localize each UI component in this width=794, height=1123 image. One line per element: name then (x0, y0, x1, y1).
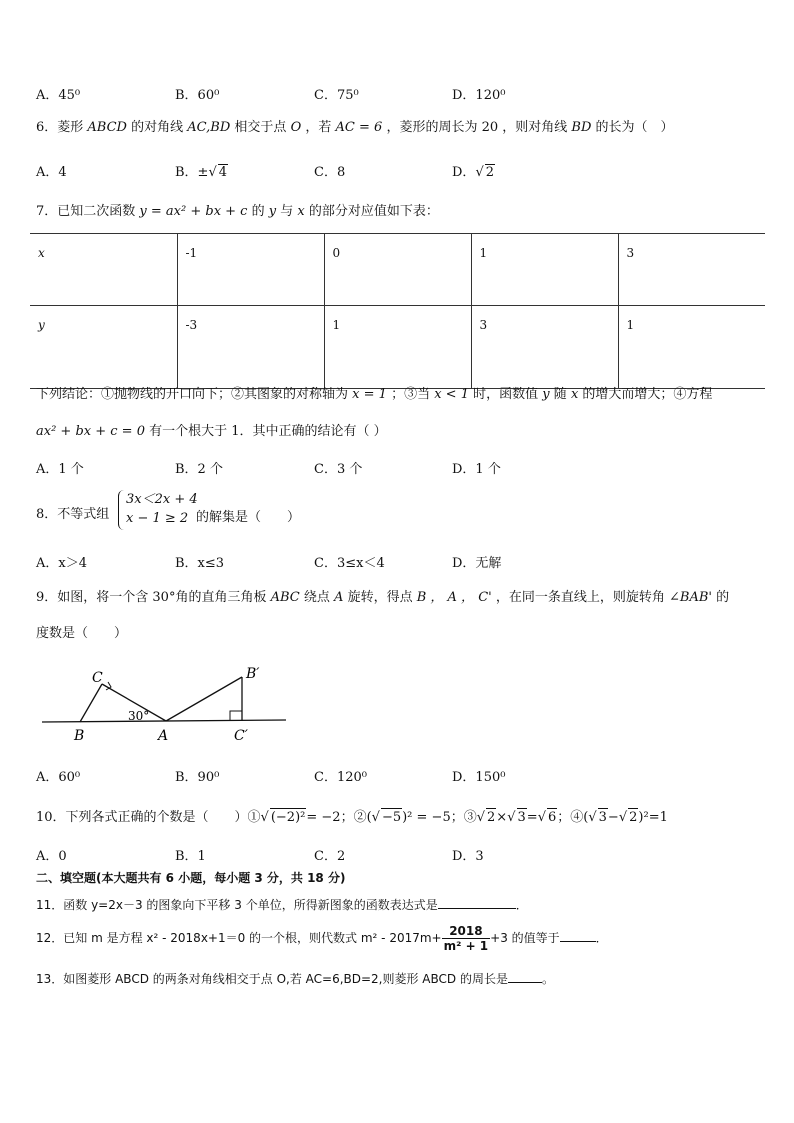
q10-minus: − (607, 810, 619, 825)
q6-acbd: AC,BD (187, 120, 231, 135)
q5-option-b: B．60⁰ (175, 88, 220, 103)
q10-text-5: )²=1 (638, 810, 668, 825)
q13-text: 13．如图菱形 ABCD 的两条对角线相交于点 O,若 AC=6,BD=2,则菱形 ABCD 的周长是 (36, 972, 508, 986)
label-angle-30: 30° (128, 709, 150, 723)
q7-c-x: x (570, 387, 579, 402)
q9-text-2: 绕点 (303, 590, 330, 605)
q7-conclusions-line1 (36, 386, 712, 404)
q9-points: B ， A ， C' (416, 590, 492, 605)
q10-equals: = (526, 810, 538, 825)
q7-option-c: C．3 个 (314, 462, 363, 477)
q7-function: y = ax² + bx + c (139, 204, 248, 219)
q6-option-c: C．8 (314, 165, 346, 180)
q7-c-text-2: ；③当 (391, 387, 431, 402)
q12-stem (36, 924, 608, 953)
q5-option-a: A．45⁰ (36, 88, 81, 103)
table-cell: -1 (177, 234, 324, 306)
q9-figure (36, 660, 296, 745)
q6-option-b-radicand: 4 (218, 165, 228, 180)
q9-text-3: 旋转，得点 (347, 590, 413, 605)
q6-ac-eq: AC = 6 (335, 120, 383, 135)
q8-inequality-2: x − 1 ≥ 2 (126, 511, 189, 526)
q7-text-3: 的部分对应值如下表： (308, 204, 439, 219)
q10-times: × (496, 810, 508, 825)
q10-text-1: 10．下列各式正确的个数是（ ）① (36, 810, 261, 825)
q9-text-1: 9．如图，将一个含 30°角的直角三角板 (36, 590, 267, 605)
brace-icon (118, 490, 125, 530)
q7-equation: ax² + bx + c = 0 (36, 424, 145, 439)
table-cell: 1 (471, 234, 618, 306)
q6-bd: BD (571, 120, 592, 135)
q7-y: y (268, 204, 277, 219)
q6-option-d: D．√ 2 (452, 165, 495, 180)
table-cell: 1 (324, 306, 471, 389)
q9-option-a: A．60⁰ (36, 770, 81, 785)
q7-value-table (30, 233, 765, 389)
q7-c-text-5: 的增大而增大；④方程 (582, 387, 713, 402)
q7-cond: x < 1 (434, 387, 469, 402)
q7-c-text-1: 下列结论：①抛物线的开口向下；②其图象的对称轴为 (36, 387, 349, 402)
table-cell: 3 (618, 234, 765, 306)
q6-text-1: 的对角线 (131, 120, 184, 135)
q7-stem (36, 203, 439, 221)
q13-stem (36, 970, 554, 988)
q10-expr-3c: 6 (547, 810, 557, 825)
q10-text-3: )² = −5；③ (402, 810, 477, 825)
q7-x: x (297, 204, 305, 219)
q12-fraction (442, 924, 491, 953)
q6-o: O (290, 120, 302, 135)
section-heading: 二、填空题(本大题共有 6 小题，每小题 3 分，共 18 分) (36, 871, 346, 885)
q7-c-text-3: 时，函数值 (473, 387, 539, 402)
q8-post: 的解集是（ ） (196, 510, 301, 525)
segment-ab-prime (166, 677, 242, 721)
answer-blank[interactable] (438, 896, 516, 909)
q9-option-b: B．90⁰ (175, 770, 220, 785)
table-cell: y (30, 306, 177, 389)
label-a: A (158, 728, 169, 744)
right-angle-mark-2 (230, 711, 242, 720)
q10-text-4: ；④( (557, 810, 589, 825)
q9-a: A (334, 590, 344, 605)
q7-option-a: A．1 个 (36, 462, 84, 477)
q10-text-2: = −2；②( (306, 810, 372, 825)
q8-system (126, 490, 198, 528)
table-cell: 1 (618, 306, 765, 389)
label-c: C (92, 670, 103, 686)
q9-angle: ∠BAB' (669, 590, 712, 605)
table-cell: 0 (324, 234, 471, 306)
q6-number: 6．菱形 (36, 120, 84, 135)
q10-stem: 10．下列各式正确的个数是（ ）①√ (−2)²= −2；②(√ −5)² = −5；③√ 2×√ 3=√ 6；④(√ 3−√ 2)²=1 (36, 810, 668, 825)
answer-blank[interactable] (560, 929, 596, 942)
q8-number: 8．不等式组 (36, 507, 110, 522)
q8-stem (36, 506, 109, 524)
q10-option-b: B．1 (175, 849, 206, 864)
q8-option-b: B．x≤3 (175, 556, 225, 571)
table-row (30, 234, 765, 306)
answer-blank[interactable] (508, 970, 542, 983)
q8-option-a: A．x＞4 (36, 556, 87, 571)
q8-inequality-1: 3x＜2x + 4 (126, 492, 198, 507)
label-b: B (74, 728, 85, 744)
q7-conclusions-line2 (36, 423, 387, 441)
table-row (30, 306, 765, 389)
q12-text-1: 12．已知 m 是方程 x² - 2018x+1＝0 的一个根，则代数式 m² - 2017m+ (36, 931, 442, 945)
q11-text: 11．函数 y=2x－3 的图象向下平移 3 个单位，所得新图象的函数表达式是 (36, 898, 438, 912)
q7-text-2: 与 (280, 204, 294, 219)
q6-text-5: 的长为（ ） (595, 120, 674, 135)
q9-stem-line2: 度数是（ ） (36, 626, 128, 641)
q10-expr-4b: 2 (629, 810, 638, 825)
q10-option-d: D．3 (452, 849, 484, 864)
q12-text-2: +3 的值等于 (490, 931, 560, 945)
q9-option-d: D．150⁰ (452, 770, 506, 785)
q6-option-b: B．±√ 4 (175, 165, 228, 180)
q7-option-d: D．1 个 (452, 462, 501, 477)
q7-c-text-6: 有一个根大于 1．其中正确的结论有（ ） (149, 424, 387, 439)
q9-text-5: 的 (716, 590, 730, 605)
label-b-prime: B′ (246, 666, 260, 682)
q6-text-4: ，菱形的周长为 20 ，则对角线 (386, 120, 568, 135)
q12-end: ． (595, 931, 608, 945)
q5-option-c: C．75⁰ (314, 88, 359, 103)
q10-expr-3a: 2 (487, 810, 496, 825)
q7-number: 7．已知二次函数 (36, 204, 136, 219)
table-cell: 3 (471, 306, 618, 389)
q9-text-4: ，在同一条直线上，则旋转角 (495, 590, 665, 605)
table-cell: -3 (177, 306, 324, 389)
q12-denominator: m² + 1 (443, 939, 489, 953)
q9-abc: ABC (270, 590, 300, 605)
table-cell: x (30, 234, 177, 306)
q6-option-d-radicand: 2 (485, 165, 495, 180)
q9-stem-line1 (36, 589, 729, 607)
q7-option-b: B．2 个 (175, 462, 223, 477)
q6-abcd: ABCD (87, 120, 127, 135)
segment-bc (80, 684, 102, 722)
q8-option-d: D．无解 (452, 556, 502, 571)
q7-c-y: y (542, 387, 550, 402)
q10-option-c: C．2 (314, 849, 346, 864)
q6-option-a: A．4 (36, 165, 67, 180)
q11-stem (36, 896, 528, 914)
q9-option-c: C．120⁰ (314, 770, 367, 785)
q10-expr-2: −5 (381, 810, 402, 825)
q8-option-c: C．3≤x＜4 (314, 556, 385, 571)
q11-end: ． (515, 898, 528, 912)
q6-text-2: 相交于点 (234, 120, 287, 135)
q10-expr-3b: 3 (517, 810, 526, 825)
q6-option-d-prefix: D． (452, 165, 476, 180)
q7-axis: x = 1 (352, 387, 387, 402)
q5-option-d: D．120⁰ (452, 88, 506, 103)
q7-c-text-4: 随 (553, 387, 567, 402)
q10-expr-4a: 3 (598, 810, 607, 825)
q7-text-1: 的 (251, 204, 265, 219)
q6-stem (36, 119, 674, 137)
q12-numerator: 2018 (442, 924, 491, 939)
q10-option-a: A．0 (36, 849, 67, 864)
q13-end: 。 (541, 972, 554, 986)
q6-text-3: ，若 (305, 120, 332, 135)
label-c-prime: C′ (234, 728, 248, 744)
q10-expr-1: (−2)² (270, 810, 306, 825)
q6-option-b-pm: B．± (175, 165, 209, 180)
